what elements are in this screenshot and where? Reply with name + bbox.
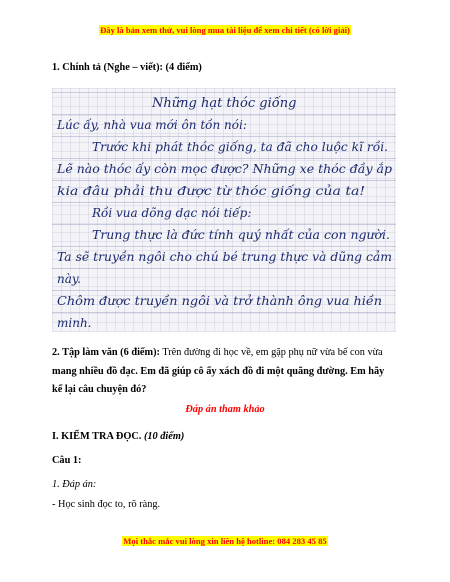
handwriting-line: Chôm được truyền ngôi và trở thành ông vua hiền: [57, 294, 361, 308]
section2-line3: kể lại câu chuyện đó?: [52, 384, 147, 395]
handwriting-line: Ta sẽ truyền ngôi cho chú bé trung thực và dũng cảm: [57, 250, 383, 264]
answer-title: Đáp án tham khảo: [185, 404, 265, 415]
handwriting-line: này.: [57, 272, 81, 286]
preview-banner-text: Đây là bản xem thử, vui lòng mua tài liệu để xem chi tiết (có lời giải): [100, 25, 350, 35]
handwriting-line: Lẽ nào thóc ấy còn mọc được? Những xe thóc đầy ắp: [57, 162, 378, 176]
handwriting-line: Trước khi phát thóc giống, ta đã cho luộc kĩ rồi.: [92, 140, 383, 154]
section2-line2: mang nhiều đồ đạc. Em đã giúp cô ấy xách đồ đi một quãng đường. Em hãy: [52, 366, 385, 377]
handwriting-line: kia đâu phải thu được từ thóc giống của ta!: [57, 184, 320, 198]
section2-line1: [52, 346, 383, 360]
handwriting-title: Những hạt thóc giống: [152, 96, 297, 111]
answer-1-label: 1. Đáp án:: [52, 479, 97, 490]
handwriting-line: Rồi vua dõng dạc nói tiếp:: [92, 206, 252, 220]
question-1-heading: Câu 1:: [52, 455, 82, 466]
preview-banner: [0, 25, 450, 35]
section-I-heading: [52, 430, 184, 444]
handwriting-line: Lúc ấy, nhà vua mới ôn tồn nói:: [57, 118, 247, 132]
answer-1-text: - Học sinh đọc to, rõ ràng.: [52, 499, 161, 510]
hotline-banner-text: Mọi thắc mắc vui lòng xin liên hệ hotline: 084 283 45 85: [123, 536, 327, 546]
section1-heading: 1. Chính tả (Nghe – viết): (4 điểm): [52, 62, 202, 73]
handwriting-line: minh.: [57, 316, 92, 330]
handwriting-line: Trung thực là đức tính quý nhất của con người.: [92, 228, 379, 242]
hotline-banner: [0, 536, 450, 546]
section-I-title: I. KIỂM TRA ĐỌC.: [52, 431, 142, 442]
section2-label: 2. Tập làm văn (6 điểm):: [52, 347, 160, 358]
section2-line1-rest: Trên đường đi học về, em gặp phụ nữ vừa bế con vừa: [162, 347, 383, 358]
section-I-points: (10 điểm): [143, 431, 185, 442]
handwriting-image: [52, 88, 396, 332]
